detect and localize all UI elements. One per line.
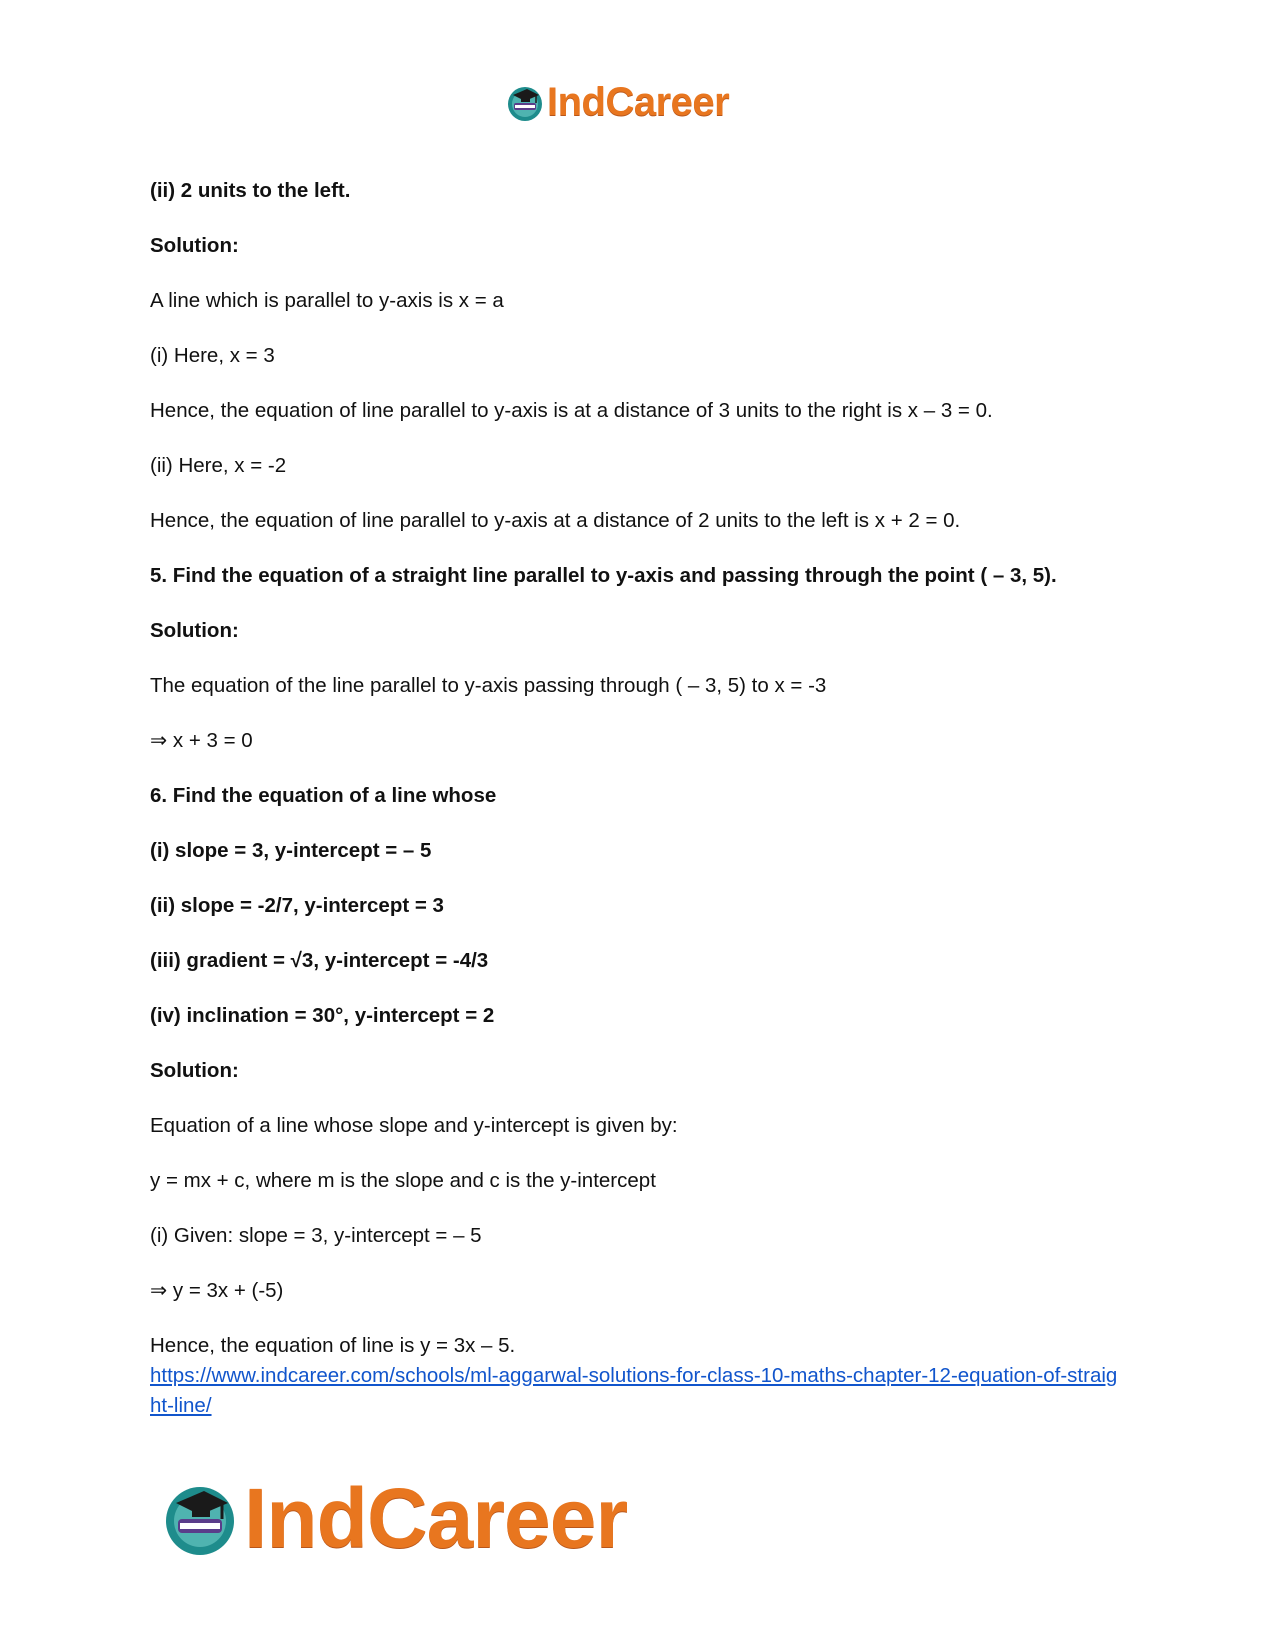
logo-text: IndCareer	[244, 1471, 628, 1565]
solution-heading: Solution:	[150, 619, 239, 642]
solution-text: (ii) Here, x = -2	[150, 454, 287, 477]
question-5: 5. Find the equation of a straight line parallel to y-axis and passing through the point ( – 3, 5).	[150, 564, 1057, 587]
solution-text: (i) Given: slope = 3, y-intercept = – 5	[150, 1224, 482, 1247]
question-6-part-i: (i) slope = 3, y-intercept = – 5	[150, 839, 432, 862]
solution-heading: Solution:	[150, 234, 239, 257]
footer-logo	[160, 1470, 627, 1567]
solution-text: (i) Here, x = 3	[150, 344, 275, 367]
header-logo	[505, 80, 729, 125]
question-part-ii: (ii) 2 units to the left.	[150, 179, 351, 202]
solution-text: The equation of the line parallel to y-axis passing through ( – 3, 5) to x = -3	[150, 674, 827, 697]
solution-text: Equation of a line whose slope and y-intercept is given by:	[150, 1114, 678, 1137]
graduation-cap-book-globe-icon	[160, 1479, 240, 1559]
solution-text: Hence, the equation of line is y = 3x – 5.	[150, 1334, 516, 1357]
solution-heading: Solution:	[150, 1059, 239, 1082]
solution-text: A line which is parallel to y-axis is x = a	[150, 289, 504, 312]
graduation-cap-book-globe-icon	[505, 83, 545, 123]
source-link[interactable]: https://www.indcareer.com/schools/ml-aggarwal-solutions-for-class-10-maths-chapter-12-equation-of-straight-line/	[150, 1364, 1118, 1417]
solution-text: ⇒ y = 3x + (-5)	[150, 1279, 284, 1302]
solution-text: Hence, the equation of line parallel to y-axis is at a distance of 3 units to the right is x – 3 = 0.	[150, 399, 993, 422]
question-6-part-ii: (ii) slope = -2/7, y-intercept = 3	[150, 894, 444, 917]
solution-text: ⇒ x + 3 = 0	[150, 729, 253, 752]
solution-text: Hence, the equation of line parallel to y-axis at a distance of 2 units to the left is x + 2 = 0.	[150, 509, 961, 532]
question-6-part-iv: (iv) inclination = 30°, y-intercept = 2	[150, 1004, 495, 1027]
document-body	[150, 176, 1125, 1421]
logo-text: IndCareer	[547, 80, 730, 124]
question-6-part-iii: (iii) gradient = √3, y-intercept = -4/3	[150, 949, 489, 972]
solution-text: y = mx + c, where m is the slope and c is the y-intercept	[150, 1169, 656, 1192]
question-6: 6. Find the equation of a line whose	[150, 784, 497, 807]
